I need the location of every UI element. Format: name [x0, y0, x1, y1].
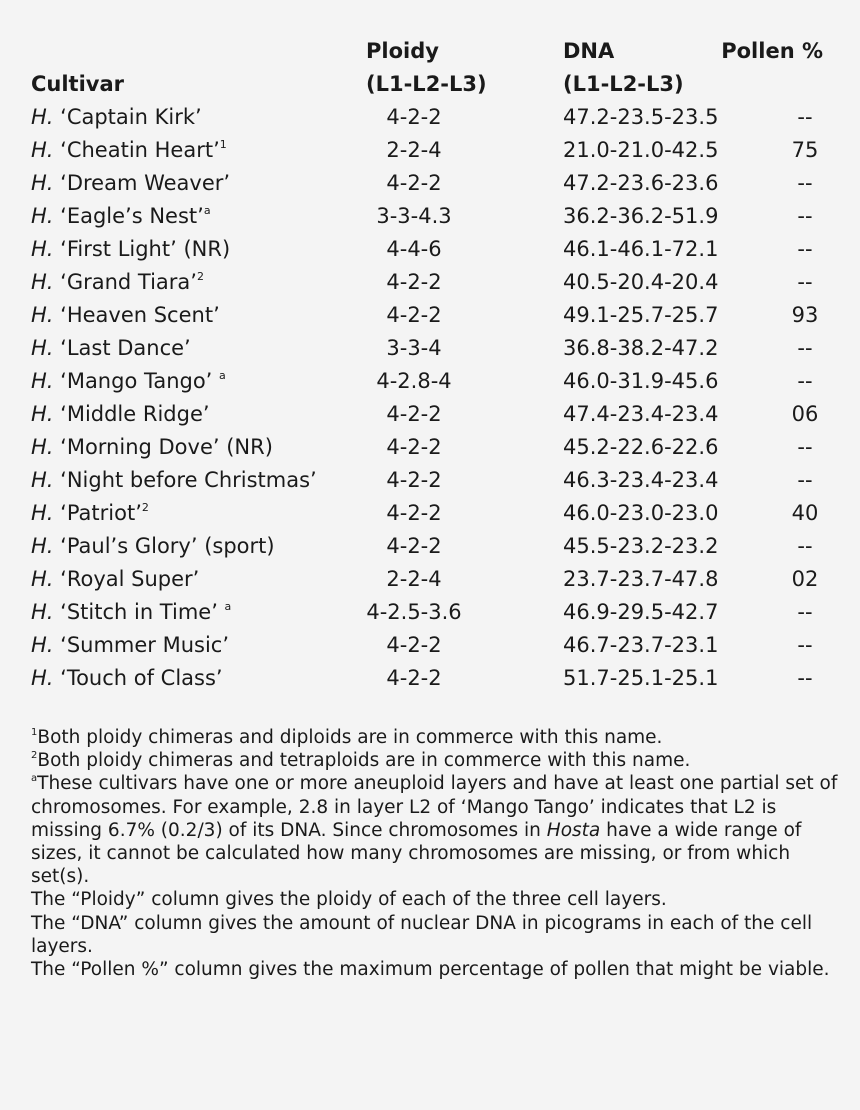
- dna-cell: 46.1-46.1-72.1: [563, 237, 719, 261]
- dna-cell: 47.2-23.6-23.6: [563, 171, 719, 195]
- pollen-cell: --: [797, 600, 813, 624]
- cultivar-name: ‘Night before Christmas’: [53, 468, 317, 492]
- ploidy-cell: 4-2.8-4: [376, 369, 452, 393]
- pollen-cell: --: [797, 204, 813, 228]
- dna-cell: 49.1-25.7-25.7: [563, 303, 719, 327]
- cultivar-cell: [31, 563, 199, 596]
- ploidy-cell: 4-2-2: [386, 303, 442, 327]
- footnote-2-text: Both ploidy chimeras and tetraploids are in commerce with this name.: [37, 750, 691, 772]
- table-row: [0, 398, 860, 431]
- pollen-cell: 06: [791, 402, 819, 426]
- pollen-cell: --: [797, 633, 813, 657]
- genus-abbrev: H.: [31, 303, 54, 327]
- dna-cell: 46.0-23.0-23.0: [563, 501, 719, 525]
- cultivar-cell: [31, 134, 227, 167]
- cultivar-name: ‘Captain Kirk’: [53, 105, 202, 129]
- dna-cell: 51.7-25.1-25.1: [563, 666, 719, 690]
- header-ploidy-layers: (L1-L2-L3): [366, 72, 487, 96]
- cultivar-name: ‘Summer Music’: [53, 633, 230, 657]
- cultivar-cell: [31, 233, 230, 266]
- ploidy-cell: 4-2-2: [386, 534, 442, 558]
- pollen-cell: --: [797, 666, 813, 690]
- cultivar-name: ‘Grand Tiara’: [53, 270, 197, 294]
- cultivar-name: ‘Cheatin Heart’: [53, 138, 220, 162]
- cultivar-name: ‘First Light’ (NR): [53, 237, 231, 261]
- cultivar-cell: [31, 365, 226, 398]
- pollen-cell: --: [797, 105, 813, 129]
- table-row: [0, 662, 860, 695]
- cultivar-cell: [31, 662, 223, 695]
- genus-abbrev: H.: [31, 237, 54, 261]
- dna-cell: 46.9-29.5-42.7: [563, 600, 719, 624]
- header-ploidy: Ploidy: [366, 39, 439, 63]
- dna-cell: 40.5-20.4-20.4: [563, 270, 719, 294]
- ploidy-cell: 4-2-2: [386, 171, 442, 195]
- cultivar-cell: [31, 101, 202, 134]
- table-row: [0, 233, 860, 266]
- ploidy-column-note: The “Ploidy” column gives the ploidy of each of the three cell layers.: [31, 889, 667, 911]
- footnote-a: [31, 772, 846, 888]
- pollen-cell: --: [797, 468, 813, 492]
- ploidy-cell: 4-2.5-3.6: [366, 600, 462, 624]
- footnote-a-text-2: have a wide range of sizes, it cannot be calculated how many chromosomes are missing, or from which set(s).: [31, 819, 802, 888]
- cultivar-name: ‘Last Dance’: [53, 336, 191, 360]
- table-row: [0, 299, 860, 332]
- genus-abbrev: H.: [31, 534, 54, 558]
- genus-abbrev: H.: [31, 468, 54, 492]
- table-row: [0, 167, 860, 200]
- table-row: [0, 530, 860, 563]
- pollen-cell: --: [797, 270, 813, 294]
- footnote-marker: a: [224, 600, 232, 613]
- pollen-cell: --: [797, 369, 813, 393]
- table-row: [0, 266, 860, 299]
- dna-cell: 46.3-23.4-23.4: [563, 468, 719, 492]
- cultivar-cell: [31, 266, 204, 299]
- table-row: [0, 563, 860, 596]
- genus-abbrev: H.: [31, 435, 54, 459]
- genus-abbrev: H.: [31, 600, 54, 624]
- table-row: [0, 629, 860, 662]
- footnote-2: [31, 749, 846, 772]
- dna-cell: 47.4-23.4-23.4: [563, 402, 719, 426]
- table-row: [0, 596, 860, 629]
- header-pollen: Pollen %: [721, 39, 823, 63]
- ploidy-cell: 4-2-2: [386, 633, 442, 657]
- table-row: [0, 464, 860, 497]
- cultivar-name: ‘Stitch in Time’: [53, 600, 225, 624]
- genus-abbrev: H.: [31, 204, 54, 228]
- dna-cell: 21.0-21.0-42.5: [563, 138, 719, 162]
- cultivar-cell: [31, 332, 191, 365]
- dna-cell: 47.2-23.5-23.5: [563, 105, 719, 129]
- dna-cell: 45.5-23.2-23.2: [563, 534, 719, 558]
- dna-column-note: The “DNA” column gives the amount of nuclear DNA in picograms in each of the cell layers.: [31, 912, 813, 957]
- footnote-marker: 1: [219, 138, 227, 151]
- cultivar-name: ‘Dream Weaver’: [53, 171, 231, 195]
- footnote-a-text-1: These cultivars have one or more aneuploid layers and have at least one partial set of chromosomes. For example, 2.8 in layer L2 of ‘Mango Tango’ indicates that L2 is missing 6.7% (0.2/3) of its DNA. Since chromosomes in: [31, 773, 838, 841]
- ploidy-cell: 4-2-2: [386, 501, 442, 525]
- cultivar-name: ‘Heaven Scent’: [53, 303, 220, 327]
- pollen-cell: --: [797, 237, 813, 261]
- ploidy-cell: 2-2-4: [386, 567, 442, 591]
- ploidy-cell: 3-3-4: [386, 336, 442, 360]
- table-row: [0, 431, 860, 464]
- footnote-1: [31, 726, 846, 749]
- genus-abbrev: H.: [31, 666, 54, 690]
- ploidy-cell: 4-2-2: [386, 435, 442, 459]
- pollen-cell: --: [797, 336, 813, 360]
- footnote-marker: 2: [141, 501, 149, 514]
- cultivar-cell: [31, 299, 220, 332]
- footnotes: [31, 726, 846, 981]
- cultivar-name: ‘Touch of Class’: [53, 666, 223, 690]
- ploidy-cell: 4-2-2: [386, 270, 442, 294]
- table-row: [0, 332, 860, 365]
- pollen-cell: --: [797, 534, 813, 558]
- footnote-a-genus: Hosta: [546, 819, 601, 841]
- table-row: [0, 497, 860, 530]
- cultivar-cell: [31, 596, 231, 629]
- pollen-cell: --: [797, 435, 813, 459]
- ploidy-cell: 2-2-4: [386, 138, 442, 162]
- cultivar-name: ‘Eagle’s Nest’: [53, 204, 204, 228]
- ploidy-cell: 4-2-2: [386, 468, 442, 492]
- pollen-cell: 93: [791, 303, 819, 327]
- cultivar-name: ‘Morning Dove’ (NR): [53, 435, 273, 459]
- footnote-2-mark: 2: [31, 750, 38, 762]
- genus-abbrev: H.: [31, 171, 54, 195]
- footnote-marker: a: [203, 204, 211, 217]
- dna-cell: 46.7-23.7-23.1: [563, 633, 719, 657]
- dna-cell: 45.2-22.6-22.6: [563, 435, 719, 459]
- cultivar-cell: [31, 530, 275, 563]
- header-dna-layers: (L1-L2-L3): [563, 72, 684, 96]
- footnote-a-mark: a: [31, 773, 38, 785]
- footnote-marker: 2: [196, 270, 204, 283]
- cultivar-cell: [31, 167, 230, 200]
- table-body: [0, 101, 860, 695]
- cultivar-cell: [31, 629, 229, 662]
- ploidy-cell: 4-2-2: [386, 105, 442, 129]
- table-row: [0, 200, 860, 233]
- ploidy-cell: 3-3-4.3: [376, 204, 452, 228]
- genus-abbrev: H.: [31, 402, 54, 426]
- footnote-1-text: Both ploidy chimeras and diploids are in commerce with this name.: [37, 727, 663, 748]
- genus-abbrev: H.: [31, 501, 54, 525]
- cultivar-name: ‘Royal Super’: [53, 567, 200, 591]
- pollen-cell: --: [797, 171, 813, 195]
- cultivar-cell: [31, 464, 317, 497]
- footnote-marker: a: [219, 369, 226, 382]
- cultivar-cell: [31, 398, 210, 431]
- dna-cell: 23.7-23.7-47.8: [563, 567, 719, 591]
- genus-abbrev: H.: [31, 369, 54, 393]
- header-cultivar: Cultivar: [31, 72, 125, 96]
- cultivar-name: ‘Patriot’: [53, 501, 142, 525]
- genus-abbrev: H.: [31, 633, 54, 657]
- pollen-cell: 75: [791, 138, 819, 162]
- genus-abbrev: H.: [31, 138, 54, 162]
- dna-cell: 36.2-36.2-51.9: [563, 204, 719, 228]
- cultivar-cell: [31, 431, 273, 464]
- table-row: [0, 365, 860, 398]
- pollen-cell: 02: [791, 567, 819, 591]
- pollen-column-note: The “Pollen %” column gives the maximum percentage of pollen that might be viable.: [31, 959, 830, 981]
- genus-abbrev: H.: [31, 105, 54, 129]
- ploidy-cell: 4-4-6: [386, 237, 442, 261]
- table-row: [0, 101, 860, 134]
- ploidy-cell: 4-2-2: [386, 402, 442, 426]
- cultivar-cell: [31, 200, 211, 233]
- cultivar-cell: [31, 497, 149, 530]
- genus-abbrev: H.: [31, 567, 54, 591]
- cultivar-name: ‘Mango Tango’: [53, 369, 220, 393]
- dna-cell: 46.0-31.9-45.6: [563, 369, 719, 393]
- cultivar-name: ‘Middle Ridge’: [53, 402, 210, 426]
- table-row: [0, 134, 860, 167]
- pollen-cell: 40: [791, 501, 819, 525]
- header-dna: DNA: [563, 39, 615, 63]
- dna-cell: 36.8-38.2-47.2: [563, 336, 719, 360]
- genus-abbrev: H.: [31, 336, 54, 360]
- cultivar-name: ‘Paul’s Glory’ (sport): [53, 534, 275, 558]
- ploidy-cell: 4-2-2: [386, 666, 442, 690]
- footnote-1-mark: 1: [31, 727, 38, 738]
- genus-abbrev: H.: [31, 270, 54, 294]
